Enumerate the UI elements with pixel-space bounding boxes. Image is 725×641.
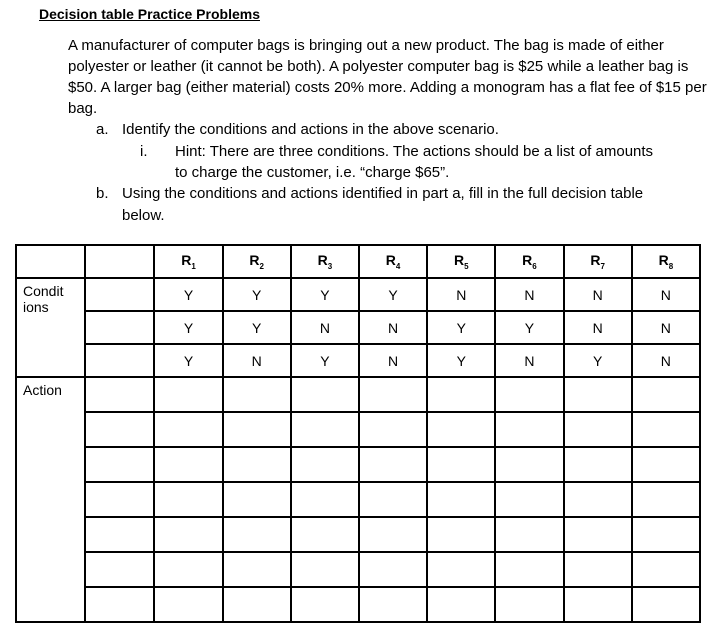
action-value-cell[interactable] — [632, 447, 700, 482]
condition-row — [16, 344, 700, 377]
item-a-marker: a. — [96, 121, 109, 138]
rule-header-8: $R_8$ — [632, 245, 700, 278]
action-value-cell[interactable] — [495, 412, 563, 447]
item-b-line2: below. — [122, 207, 165, 224]
condition-value-cell[interactable]: N — [495, 344, 563, 377]
decision-table-body — [16, 245, 700, 622]
action-value-cell[interactable] — [564, 552, 632, 587]
item-a-text: Identify the conditions and actions in the above scenario. — [122, 121, 499, 138]
item-i-marker: i. — [140, 143, 148, 160]
action-value-cell[interactable] — [154, 447, 222, 482]
action-value-cell[interactable] — [427, 447, 495, 482]
condition-value-cell[interactable]: N — [427, 278, 495, 311]
action-value-cell[interactable] — [154, 377, 222, 412]
action-value-cell[interactable] — [223, 587, 291, 622]
action-stub-cell[interactable] — [85, 482, 154, 517]
action-value-cell[interactable] — [154, 482, 222, 517]
condition-row — [16, 311, 700, 344]
action-row — [16, 587, 700, 622]
action-stub-cell[interactable] — [85, 447, 154, 482]
action-value-cell[interactable] — [154, 552, 222, 587]
action-value-cell[interactable] — [223, 482, 291, 517]
item-b-marker: b. — [96, 185, 109, 202]
action-stub-cell[interactable] — [85, 552, 154, 587]
actions-label: Action — [16, 377, 85, 622]
condition-stub-cell[interactable] — [85, 311, 154, 344]
condition-value-cell[interactable]: N — [564, 278, 632, 311]
action-value-cell[interactable] — [359, 552, 427, 587]
action-stub-cell[interactable] — [85, 517, 154, 552]
condition-row — [16, 278, 700, 311]
action-row — [16, 412, 700, 447]
condition-value-cell[interactable]: N — [359, 344, 427, 377]
page-title: Decision table Practice Problems — [39, 6, 260, 22]
action-value-cell[interactable] — [223, 552, 291, 587]
condition-value-cell[interactable]: Y — [427, 344, 495, 377]
condition-value-cell[interactable]: Y — [427, 311, 495, 344]
table-cell[interactable] — [16, 245, 85, 278]
action-value-cell[interactable] — [223, 517, 291, 552]
action-value-cell[interactable] — [359, 587, 427, 622]
action-value-cell[interactable] — [632, 517, 700, 552]
action-value-cell[interactable] — [564, 447, 632, 482]
action-value-cell[interactable] — [154, 587, 222, 622]
condition-value-cell[interactable]: Y — [154, 278, 222, 311]
action-value-cell[interactable] — [427, 377, 495, 412]
condition-stub-cell[interactable] — [85, 278, 154, 311]
action-value-cell[interactable] — [564, 412, 632, 447]
action-value-cell[interactable] — [291, 587, 359, 622]
condition-value-cell[interactable]: Y — [223, 311, 291, 344]
condition-value-cell[interactable]: N — [632, 311, 700, 344]
condition-value-cell[interactable]: Y — [564, 344, 632, 377]
action-value-cell[interactable] — [359, 377, 427, 412]
action-value-cell[interactable] — [359, 517, 427, 552]
condition-value-cell[interactable]: N — [564, 311, 632, 344]
rule-header-6: $R_6$ — [495, 245, 563, 278]
condition-value-cell[interactable]: Y — [291, 278, 359, 311]
action-value-cell[interactable] — [154, 517, 222, 552]
condition-value-cell[interactable]: N — [495, 278, 563, 311]
action-value-cell[interactable] — [359, 482, 427, 517]
action-value-cell[interactable] — [154, 412, 222, 447]
condition-value-cell[interactable]: Y — [223, 278, 291, 311]
action-value-cell[interactable] — [564, 517, 632, 552]
action-value-cell[interactable] — [495, 587, 563, 622]
rule-header-2: $R_2$ — [223, 245, 291, 278]
action-value-cell[interactable] — [291, 412, 359, 447]
action-value-cell[interactable] — [291, 482, 359, 517]
condition-value-cell[interactable]: Y — [291, 344, 359, 377]
action-value-cell[interactable] — [495, 552, 563, 587]
action-value-cell[interactable] — [359, 447, 427, 482]
condition-value-cell[interactable]: Y — [154, 344, 222, 377]
action-value-cell[interactable] — [632, 377, 700, 412]
conditions-label: Condit ions — [16, 278, 85, 377]
action-value-cell[interactable] — [632, 587, 700, 622]
action-value-cell[interactable] — [427, 587, 495, 622]
action-value-cell[interactable] — [564, 377, 632, 412]
action-value-cell[interactable] — [495, 517, 563, 552]
condition-value-cell[interactable]: N — [632, 278, 700, 311]
condition-value-cell[interactable]: N — [223, 344, 291, 377]
action-value-cell[interactable] — [427, 552, 495, 587]
condition-value-cell[interactable]: Y — [359, 278, 427, 311]
action-value-cell[interactable] — [564, 482, 632, 517]
action-value-cell[interactable] — [291, 447, 359, 482]
condition-stub-cell[interactable] — [85, 344, 154, 377]
action-value-cell[interactable] — [359, 412, 427, 447]
action-value-cell[interactable] — [223, 377, 291, 412]
action-stub-cell[interactable] — [85, 587, 154, 622]
condition-value-cell[interactable]: Y — [154, 311, 222, 344]
action-value-cell[interactable] — [495, 377, 563, 412]
action-value-cell[interactable] — [223, 412, 291, 447]
action-row — [16, 377, 700, 412]
action-value-cell[interactable] — [632, 552, 700, 587]
action-value-cell[interactable] — [495, 447, 563, 482]
item-i-line2: to charge the customer, i.e. “charge $65”. — [175, 164, 450, 181]
action-value-cell[interactable] — [632, 412, 700, 447]
table-cell[interactable] — [85, 245, 154, 278]
action-stub-cell[interactable] — [85, 412, 154, 447]
rule-header-4: $R_4$ — [359, 245, 427, 278]
action-row — [16, 447, 700, 482]
action-value-cell[interactable] — [495, 482, 563, 517]
action-value-cell[interactable] — [632, 482, 700, 517]
action-stub-cell[interactable] — [85, 377, 154, 412]
action-value-cell[interactable] — [291, 517, 359, 552]
condition-value-cell[interactable]: Y — [495, 311, 563, 344]
action-value-cell[interactable] — [427, 517, 495, 552]
action-value-cell[interactable] — [564, 587, 632, 622]
action-value-cell[interactable] — [427, 412, 495, 447]
rule-header-5: $R_5$ — [427, 245, 495, 278]
action-value-cell[interactable] — [223, 447, 291, 482]
rule-header-3: $R_3$ — [291, 245, 359, 278]
condition-value-cell[interactable]: N — [359, 311, 427, 344]
problem-description: A manufacturer of computer bags is bringing out a new product. The bag is made of either polyester or leather (it cannot be both). A polyester computer bag is $25 while a leather bag is $50. A larger bag (either material) costs 20% more. Adding a monogram has a flat fee of $15 per bag. — [68, 37, 707, 117]
action-row — [16, 482, 700, 517]
item-i-line1: Hint: There are three conditions. The actions should be a list of amounts — [175, 143, 654, 160]
item-b-line1: Using the conditions and actions identified in part a, fill in the full decision table — [122, 185, 644, 202]
action-value-cell[interactable] — [291, 377, 359, 412]
rule-header-1: $R_1$ — [154, 245, 222, 278]
action-value-cell[interactable] — [291, 552, 359, 587]
action-value-cell[interactable] — [427, 482, 495, 517]
table-header-row — [16, 245, 700, 278]
action-row — [16, 552, 700, 587]
condition-value-cell[interactable]: N — [632, 344, 700, 377]
action-row — [16, 517, 700, 552]
condition-value-cell[interactable]: N — [291, 311, 359, 344]
decision-table — [15, 244, 701, 623]
rule-header-7: $R_7$ — [564, 245, 632, 278]
